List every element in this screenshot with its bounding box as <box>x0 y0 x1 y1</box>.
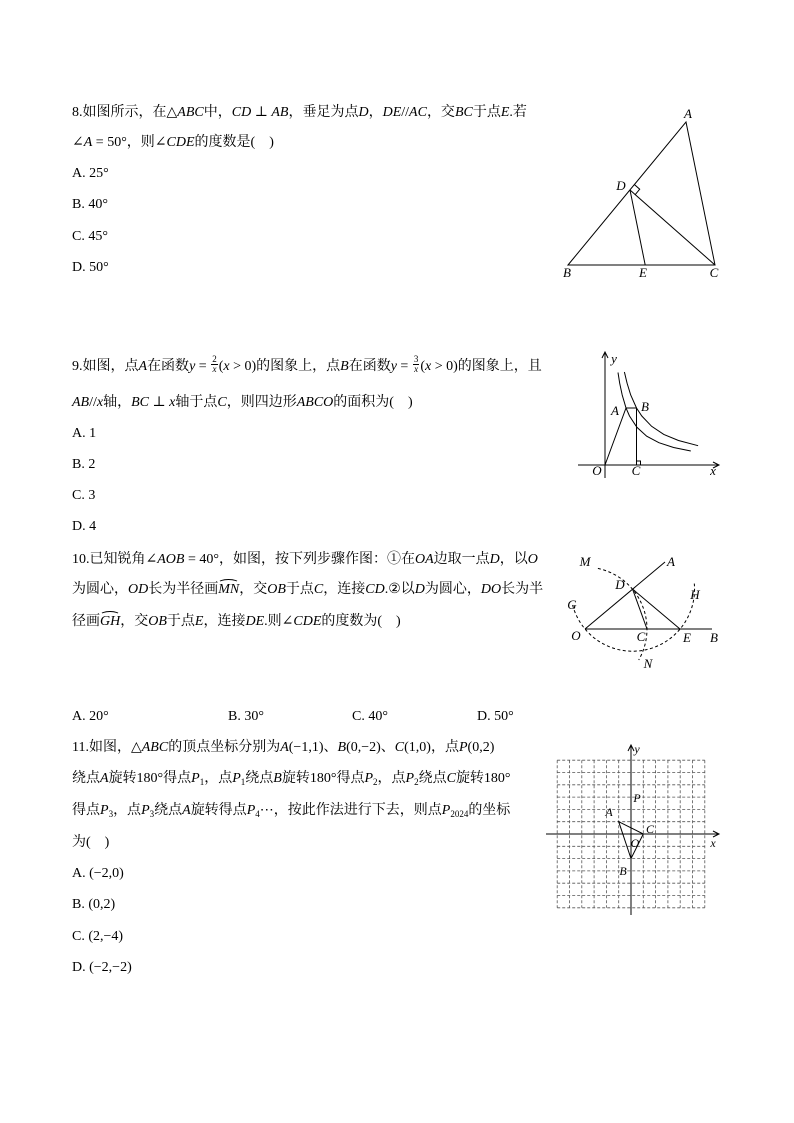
q9-option-c: C. 3 <box>72 488 96 503</box>
subscript: 1 <box>240 777 246 787</box>
stem-text: // <box>401 105 410 120</box>
subscript: 2024 <box>450 809 469 819</box>
label-x: x <box>710 836 716 850</box>
subscript: 3 <box>149 809 155 819</box>
math-var: B <box>337 740 347 755</box>
fraction-denominator: x <box>212 364 217 375</box>
q8-option-c: C. 45° <box>72 229 108 244</box>
stem-text: 长为半径画 <box>148 582 219 597</box>
math-var: ABC <box>177 105 204 120</box>
math-var: DE <box>245 614 265 629</box>
stem-text: 8.如图所示，在△ <box>72 105 178 120</box>
math-var: P <box>141 803 150 818</box>
stem-text: ，连接 <box>203 614 246 629</box>
stem-text: = <box>195 359 211 374</box>
stem-text: 为圆心， <box>424 582 481 597</box>
subscript: 1 <box>199 777 205 787</box>
label-c: C <box>636 629 646 644</box>
q10-stem-line-1 <box>72 551 538 569</box>
math-var: AOB <box>157 552 185 567</box>
math-var: A <box>100 771 109 786</box>
math-var: DE <box>382 105 402 120</box>
arc-gh: GH <box>100 614 121 629</box>
label-g: G <box>567 597 577 612</box>
label-b: B <box>619 864 627 878</box>
math-var: D <box>414 582 425 597</box>
label-b: B <box>641 399 649 414</box>
stem-text: .则∠ <box>264 614 294 629</box>
math-var: OA <box>414 552 434 567</box>
stem-text: 绕点 <box>245 771 274 786</box>
stem-text: 得点 <box>72 803 100 818</box>
math-var: A <box>182 803 191 818</box>
math-var: P <box>246 803 256 818</box>
quadrilateral-abco <box>605 408 637 465</box>
subscript: 2 <box>414 777 419 787</box>
label-x: x <box>710 463 716 478</box>
math-var: C <box>446 771 456 786</box>
label-c: C <box>631 463 641 478</box>
q10-stem-line-3 <box>72 613 401 631</box>
stem-text: 旋转得点 <box>190 803 247 818</box>
label-o: O <box>630 836 640 850</box>
q11-stem-line-3 <box>72 802 510 820</box>
stem-text: ，交 <box>120 614 149 629</box>
math-var: P <box>232 771 241 786</box>
stem-text: ⋯，按此作法进行下去，则点 <box>259 803 442 818</box>
math-var: x <box>223 359 230 374</box>
label-y: y <box>611 351 617 366</box>
right-angle-mark <box>634 185 639 195</box>
q10-figure-construction <box>560 548 725 673</box>
fraction-3-over-x <box>413 355 420 374</box>
math-var: P <box>364 771 374 786</box>
stem-text: 绕点 <box>418 771 447 786</box>
label-a: A <box>605 805 613 819</box>
curve-y-3-over-x <box>624 372 698 446</box>
stem-text: (0,−2)、 <box>346 740 395 755</box>
math-var: BC <box>131 395 149 410</box>
label-a: A <box>611 403 619 418</box>
math-var: C <box>394 740 405 755</box>
label-c: C <box>709 265 719 280</box>
curve-y-2-over-x <box>618 373 691 452</box>
stem-text: ， <box>368 105 383 120</box>
stem-text: ( <box>218 359 224 374</box>
math-var: A <box>280 740 289 755</box>
math-var: C <box>313 582 324 597</box>
math-var: x <box>169 395 176 410</box>
math-var: P <box>191 771 200 786</box>
stem-text: 在函数 <box>348 359 391 374</box>
stem-text: ，点 <box>204 771 233 786</box>
stem-text: 的度数是( ) <box>194 135 274 150</box>
label-e: E <box>639 265 647 280</box>
stem-text: 在函数 <box>147 359 190 374</box>
math-var: CD <box>231 105 252 120</box>
math-var: P <box>441 803 451 818</box>
fraction-2-over-x <box>211 355 218 374</box>
q11-option-b: B. (0,2) <box>72 897 116 912</box>
math-var: P <box>458 740 468 755</box>
stem-text: (1,0)，点 <box>404 740 459 755</box>
math-var: OB <box>267 582 286 597</box>
math-var: D <box>358 105 369 120</box>
q8-option-d: D. 50° <box>72 260 109 275</box>
triangle-abc <box>568 122 715 265</box>
stem-text: = 40°，如图，按下列步骤作图：①在 <box>184 552 415 567</box>
stem-text: 绕点 <box>72 771 100 786</box>
math-var: B <box>273 771 282 786</box>
stem-text: (0,2) <box>467 740 495 755</box>
math-var: ABCO <box>296 395 334 410</box>
q9-option-a: A. 1 <box>72 426 97 441</box>
label-a: A <box>684 106 692 121</box>
stem-text: > 0)的图象上，且 <box>431 359 542 374</box>
q11-stem-line-1 <box>72 739 494 757</box>
stem-text: 长为半 <box>501 582 544 597</box>
math-var: AC <box>409 105 427 120</box>
q8-option-a: A. 25° <box>72 166 109 181</box>
math-var: P <box>405 771 415 786</box>
stem-text: ，交 <box>426 105 455 120</box>
stem-text: ，点 <box>377 771 406 786</box>
stem-text: 9.如图，点 <box>72 359 139 374</box>
math-var: AB <box>271 105 289 120</box>
math-var: E <box>194 614 204 629</box>
math-var: C <box>217 395 227 410</box>
stem-text: ( <box>420 359 425 374</box>
stem-text: ，则四边形 <box>226 395 297 410</box>
math-var: x <box>96 395 104 410</box>
math-var: O <box>527 552 538 567</box>
subscript: 3 <box>108 809 114 819</box>
stem-text: 11.如图，△ <box>72 740 142 755</box>
math-var: D <box>489 552 500 567</box>
q9-option-d: D. 4 <box>72 519 97 534</box>
q8-stem-line-1 <box>72 104 527 122</box>
label-h: H <box>690 587 700 602</box>
math-var: BC <box>454 105 473 120</box>
math-var: OD <box>128 582 149 597</box>
q8-figure-triangle <box>555 100 730 285</box>
math-var: ABC <box>141 740 169 755</box>
stem-text: ∠ <box>72 135 84 150</box>
fraction-numerator: 3 <box>413 354 419 365</box>
stem-text: (−1,1)、 <box>288 740 338 755</box>
q9-stem-line-1 <box>72 354 542 376</box>
label-a: A <box>667 554 675 569</box>
stem-text: .②以 <box>384 582 415 597</box>
label-o: O <box>571 628 581 643</box>
q10-option-b: B. 30° <box>228 709 264 724</box>
q10-option-a: A. 20° <box>72 709 109 724</box>
arc-mn: MN <box>218 582 240 597</box>
q8-option-b: B. 40° <box>72 197 108 212</box>
stem-text: 于点 <box>166 614 195 629</box>
q10-option-d: D. 50° <box>477 709 514 724</box>
stem-text: = 50°，则∠ <box>92 135 167 150</box>
ray-oa <box>585 562 665 629</box>
q11-stem-line-2 <box>72 770 511 788</box>
stem-text: 为( ) <box>72 835 110 850</box>
stem-text: ⊥ <box>251 105 272 120</box>
label-b: B <box>563 265 571 280</box>
q11-option-c: C. (2,−4) <box>72 929 124 944</box>
stem-text: 轴于点 <box>175 395 218 410</box>
stem-text: 旋转180°得点 <box>281 771 365 786</box>
stem-text: 边取一点 <box>433 552 490 567</box>
stem-text: ，点 <box>113 803 142 818</box>
q9-stem-line-2 <box>72 394 413 412</box>
q10-stem-line-2 <box>72 581 543 599</box>
stem-text: 的坐标 <box>468 803 511 818</box>
q9-option-b: B. 2 <box>72 457 96 472</box>
stem-text: ⊥ <box>149 395 170 410</box>
math-var: CD <box>365 582 385 597</box>
label-o: O <box>592 463 602 478</box>
math-var: P <box>100 803 109 818</box>
stem-text: 中， <box>203 105 232 120</box>
stem-text: = <box>396 359 412 374</box>
q10-option-c: C. 40° <box>352 709 388 724</box>
stem-text: // <box>89 395 97 410</box>
stem-text: 10.已知锐角∠ <box>72 552 158 567</box>
math-var: CDE <box>293 614 322 629</box>
stem-text: 径画 <box>72 614 100 629</box>
label-c: C <box>645 822 655 836</box>
stem-text: 旋转180°得点 <box>108 771 192 786</box>
q11-option-d: D. (−2,−2) <box>72 960 132 975</box>
stem-text: ，连接 <box>323 582 366 597</box>
q8-stem-line-2 <box>72 134 274 152</box>
q9-figure-hyperbolas <box>570 345 725 485</box>
math-var: y <box>189 359 196 374</box>
label-p: P <box>633 791 641 805</box>
stem-text: 旋转180° <box>455 771 511 786</box>
label-y: y <box>634 742 640 756</box>
stem-text: ，交 <box>239 582 268 597</box>
math-var: DO <box>480 582 502 597</box>
q11-option-a: A. (−2,0) <box>72 866 124 881</box>
math-var: OB <box>148 614 167 629</box>
label-n: N <box>643 656 653 671</box>
math-var: A <box>83 135 93 150</box>
q11-figure-grid <box>540 738 725 923</box>
stem-text: ，以 <box>499 552 528 567</box>
math-var: CDE <box>166 135 195 150</box>
label-m: M <box>579 554 591 569</box>
math-var: E <box>500 105 510 120</box>
stem-text: 轴， <box>103 395 132 410</box>
stem-text: ，垂足为点 <box>288 105 359 120</box>
subscript: 2 <box>373 777 378 787</box>
stem-text: 绕点 <box>154 803 183 818</box>
math-var: A <box>138 359 148 374</box>
math-var: AB <box>72 395 90 410</box>
stem-text: 为圆心， <box>72 582 128 597</box>
stem-text: .若 <box>509 105 527 120</box>
label-d: D <box>615 577 625 592</box>
stem-text: 的顶点坐标分别为 <box>168 740 281 755</box>
math-var: B <box>340 359 349 374</box>
stem-text: 的度数为( ) <box>321 614 401 629</box>
stem-text: 于点 <box>285 582 314 597</box>
fraction-numerator: 2 <box>212 354 217 365</box>
label-b: B <box>710 630 718 645</box>
stem-text: > 0)的图象上，点 <box>229 359 341 374</box>
fraction-denominator: x <box>414 364 419 375</box>
math-var: y <box>390 359 397 374</box>
stem-text: 于点 <box>472 105 501 120</box>
q11-stem-line-4 <box>72 834 109 852</box>
math-var: x <box>425 359 432 374</box>
dashed-arc-gh <box>573 584 695 652</box>
stem-text: 的面积为( ) <box>333 395 413 410</box>
subscript: 4 <box>255 809 260 819</box>
label-d: D <box>616 178 626 193</box>
label-e: E <box>683 630 691 645</box>
